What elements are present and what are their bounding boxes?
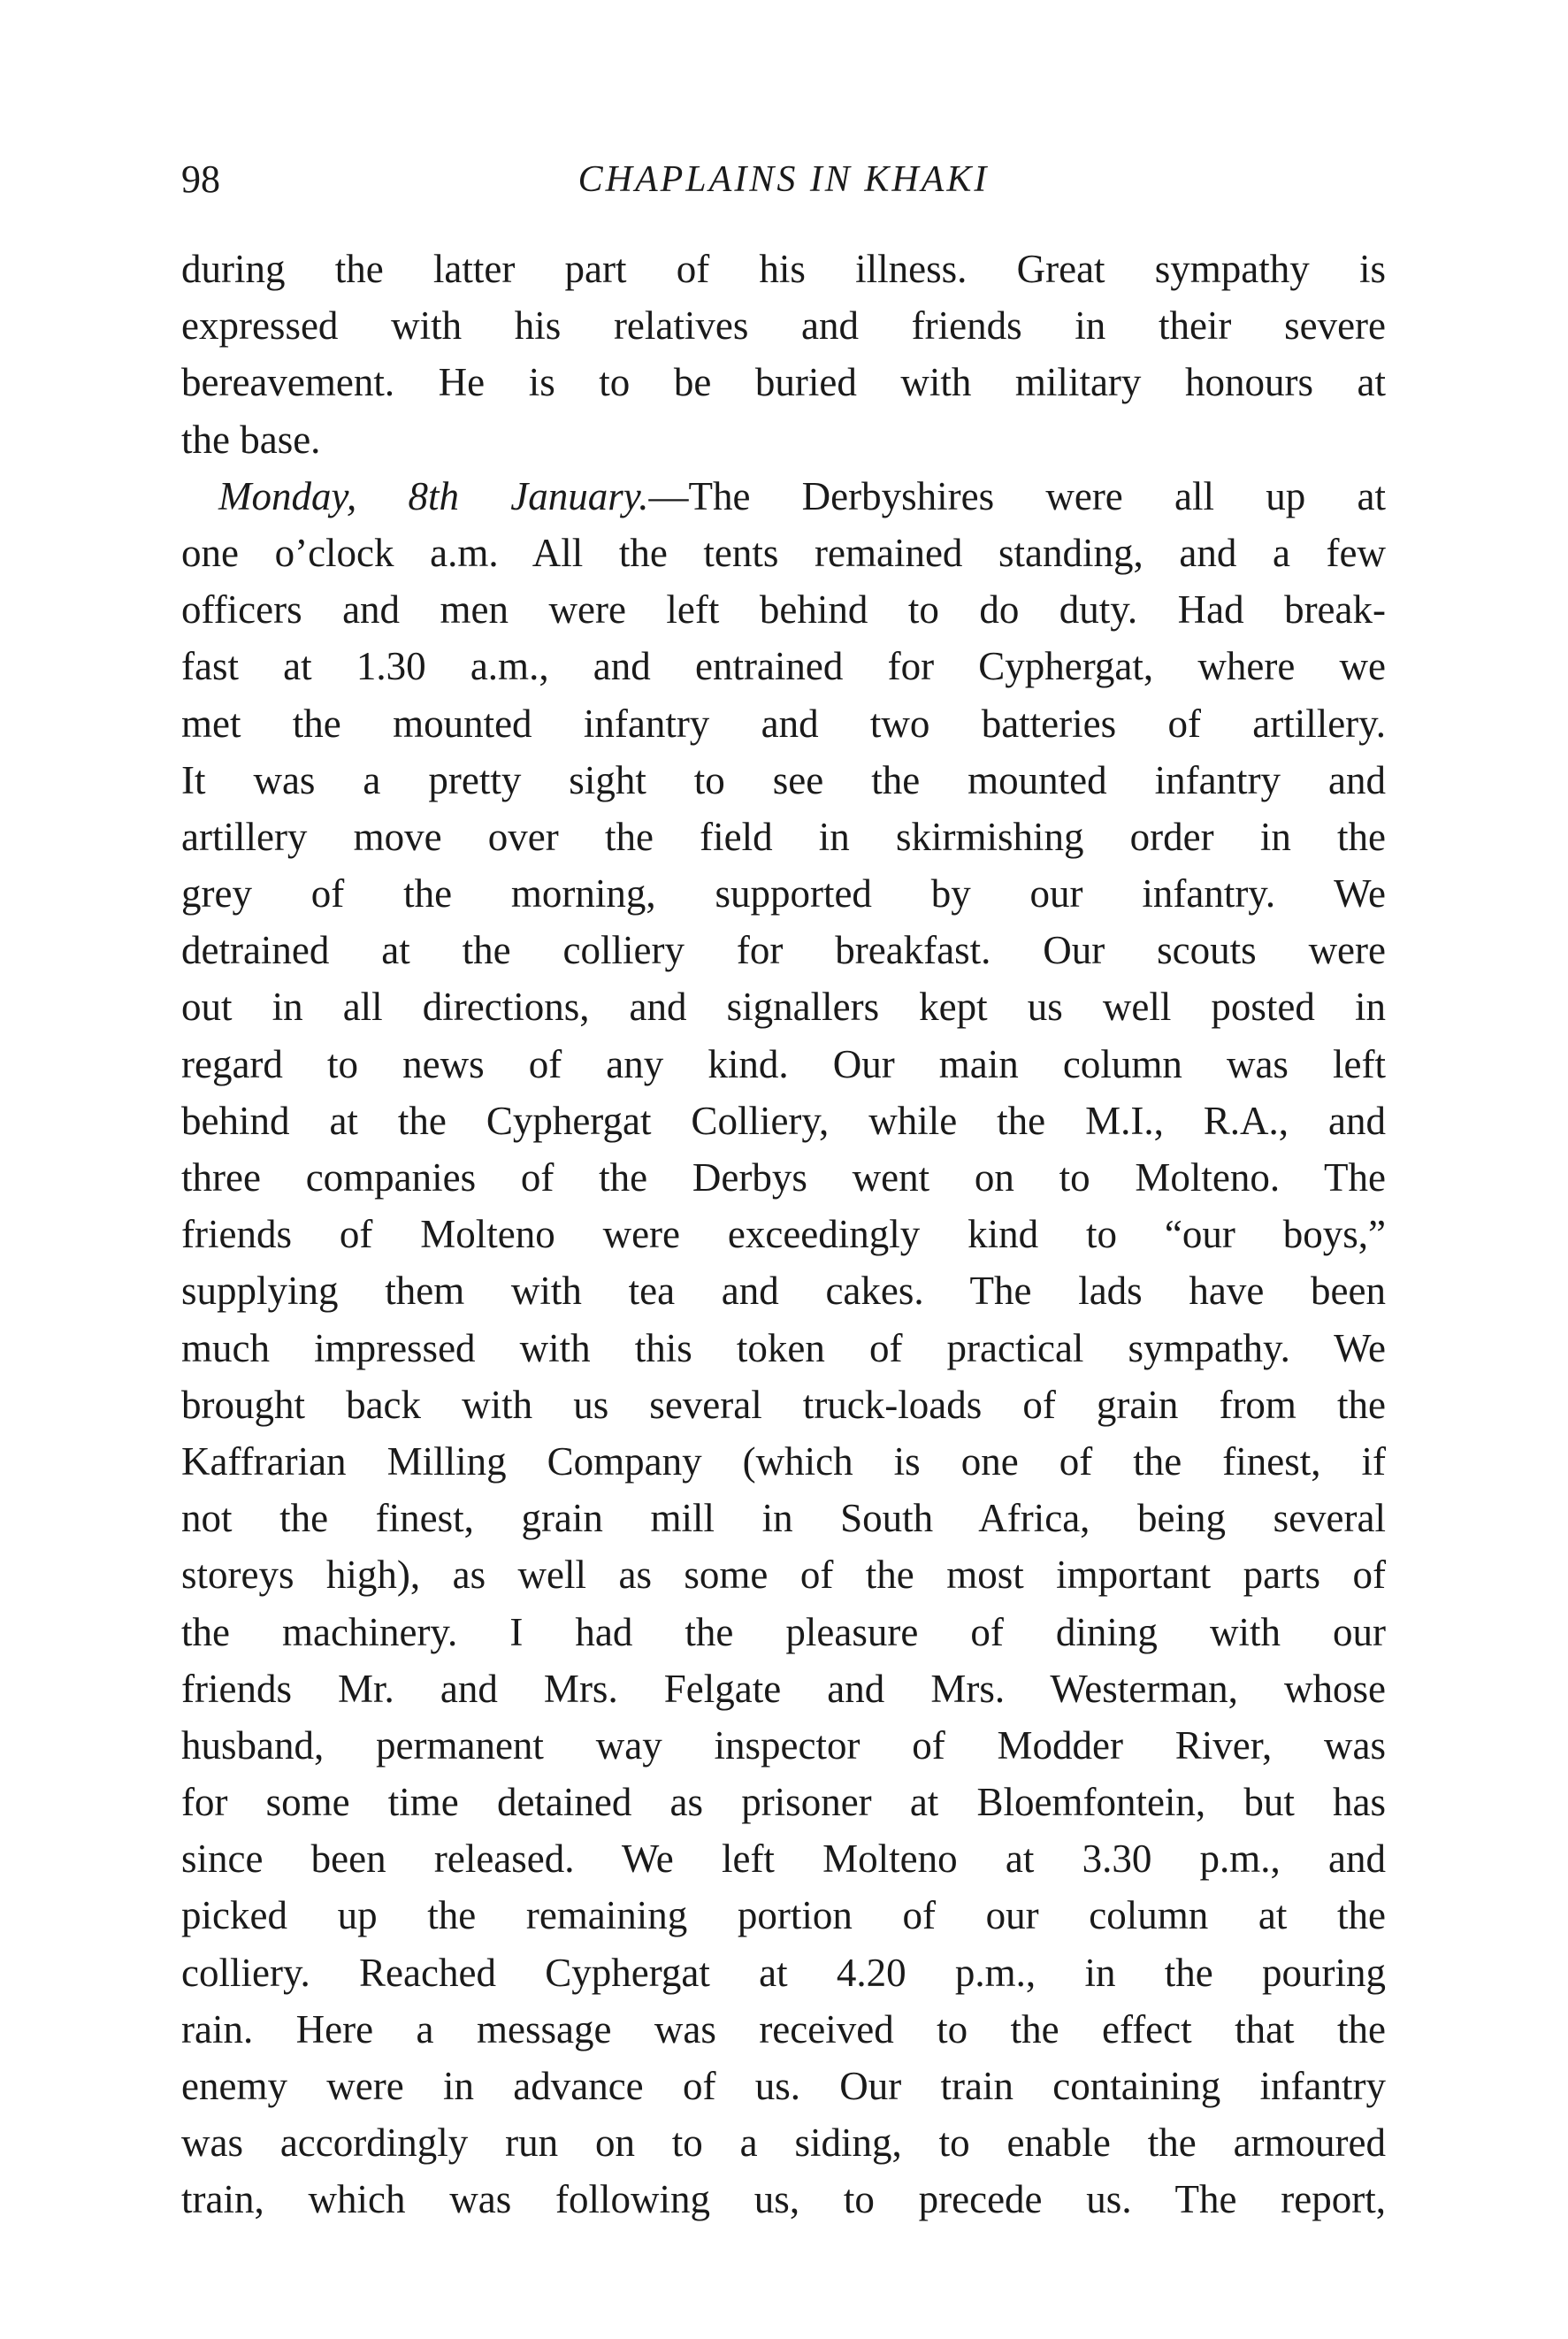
text-line-20: much impressed with this token of practical sympathy. We: [181, 1325, 1386, 1370]
text-line-28: for some time detained as prisoner at Bloemfontein, but has: [181, 1780, 1386, 1825]
page-header: [181, 149, 1386, 211]
running-title: CHAPLAINS IN KHAKI: [577, 159, 990, 200]
text-line-22: Kaffrarian Milling Company (which is one of the finest, if: [181, 1438, 1386, 1484]
text-line-33: enemy were in advance of us. Our train containing infantry: [181, 2064, 1386, 2108]
text-line-34: was accordingly run on to a siding, to enable the armoured: [181, 2120, 1386, 2166]
text-line-30: picked up the remaining portion of our column at the: [181, 1893, 1386, 1938]
text-line-6: one o’clock a.m. All the tents remained standing, and a few: [181, 530, 1386, 575]
text-line-11: artillery move over the field in skirmishing order in the: [181, 814, 1386, 859]
text-line-15: regard to news of any kind. Our main column was left: [181, 1041, 1386, 1086]
text-line-19: supplying them with tea and cakes. The lads have been: [181, 1269, 1386, 1314]
text-line-29: since been released. We left Molteno at 3.30 p.m., and: [181, 1837, 1386, 1882]
text-line-12: grey of the morning, supported by our infantry. We: [181, 871, 1386, 916]
page-number: 98: [181, 157, 220, 201]
date-heading-rest: —The Derbyshires were all up at: [648, 473, 1386, 518]
text-line-32: rain. Here a message was received to the effect that the: [181, 2006, 1386, 2051]
text-line-5: [181, 468, 1386, 525]
text-line-14: out in all directions, and signallers kept us well posted in: [181, 985, 1386, 1030]
text-line-35: train, which was following us, to precede us. The report,: [181, 2177, 1386, 2222]
text-line-24: storeys high), as well as some of the most important parts of: [181, 1553, 1386, 1598]
text-line-9: met the mounted infantry and two batteries of artillery.: [181, 701, 1386, 746]
text-line-25: the machinery. I had the pleasure of dining with our: [181, 1609, 1386, 1654]
text-line-17: three companies of the Derbys went on to Molteno. The: [181, 1155, 1386, 1200]
text-line-1: during the latter part of his illness. Great sympathy is: [181, 247, 1386, 291]
text-line-4: the base.: [181, 417, 321, 462]
text-line-13: detrained at the colliery for breakfast. Our scouts were: [181, 928, 1386, 973]
text-line-7: officers and men were left behind to do duty. Had break-: [181, 587, 1386, 633]
text-line-18: friends of Molteno were exceedingly kind to “our boys,”: [181, 1212, 1386, 1257]
text-line-26: friends Mr. and Mrs. Felgate and Mrs. Westerman, whose: [181, 1666, 1386, 1711]
date-heading: Monday, 8th January.: [218, 473, 649, 518]
text-line-10: It was a pretty sight to see the mounted infantry and: [181, 757, 1386, 802]
text-line-27: husband, permanent way inspector of Modder River, was: [181, 1722, 1386, 1768]
text-line-2: expressed with his relatives and friends in their severe: [181, 303, 1386, 349]
body-text: [181, 241, 1386, 2228]
text-line-3: bereavement. He is to be buried with military honours at: [181, 360, 1386, 405]
text-line-23: not the finest, grain mill in South Africa, being several: [181, 1496, 1386, 1541]
text-line-16: behind at the Cyphergat Colliery, while the M.I., R.A., and: [181, 1098, 1386, 1143]
text-line-31: colliery. Reached Cyphergat at 4.20 p.m., in the pouring: [181, 1950, 1386, 1995]
text-line-21: brought back with us several truck-loads of grain from the: [181, 1382, 1386, 1427]
text-line-8: fast at 1.30 a.m., and entrained for Cyphergat, where we: [181, 644, 1386, 689]
